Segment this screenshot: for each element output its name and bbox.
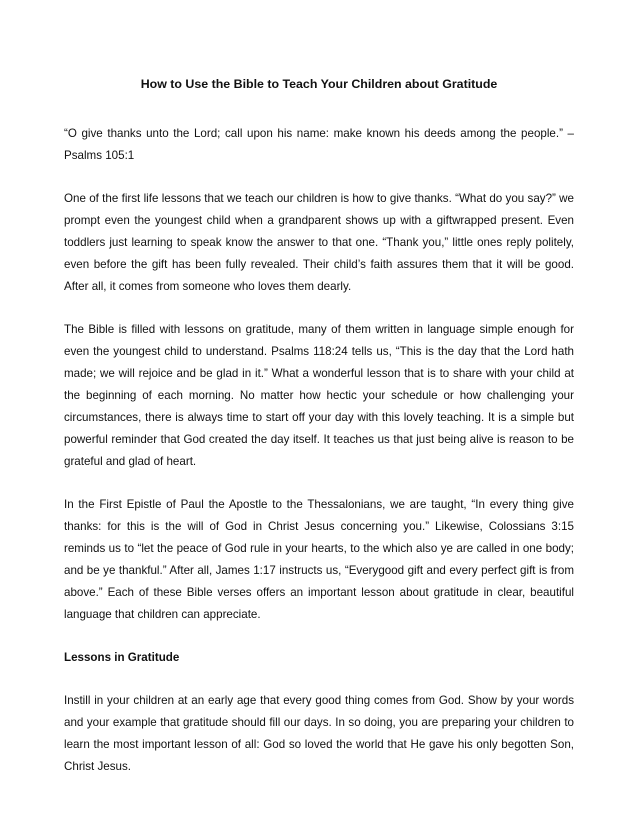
paragraph-1: One of the first life lessons that we teach our children is how to give thanks. “What do you say?” we prompt even the youngest child when a grandparent shows up with a giftwrapped present. Even toddlers just learning to speak know the answer to that one. “Thank you,” little ones reply politely, even before the gift has been fully revealed. Their child’s faith assures them that it will be good. After all, it comes from someone who loves them dearly. (64, 192, 574, 293)
paragraph-2: The Bible is filled with lessons on gratitude, many of them written in language simple enough for even the youngest child to understand. Psalms 118:24 tells us, “This is the day that the Lord hath made; we will rejoice and be glad in it.” What a wonderful lesson that is to share with your child at the beginning of each morning. No matter how hectic your schedule or how challenging your circumstances, there is always time to start off your day with this lovely teaching. It is a simple but powerful reminder that God created the day itself. It teaches us that just being alive is reason to be grateful and glad of heart. (64, 323, 574, 468)
document-title: How to Use the Bible to Teach Your Children about Gratitude (140, 77, 498, 91)
document-body (64, 76, 574, 799)
epigraph-quote: “O give thanks unto the Lord; call upon his name: make known his deeds among the people.” – Psalms 105:1 (64, 127, 574, 162)
section-paragraph: Instill in your children at an early age that every good thing comes from God. Show by your words and your example that gratitude should fill our days. In so doing, you are preparing your children to learn the most important lesson of all: God so loved the world that He gave his only begotten Son, Christ Jesus. (64, 694, 574, 773)
paragraph-3: In the First Epistle of Paul the Apostle to the Thessalonians, we are taught, “In every thing give thanks: for this is the will of God in Christ Jesus concerning you.” Likewise, Colossians 3:15 reminds us to “let the peace of God rule in your hearts, to the which also ye are called in one body; and be ye thankful.” After all, James 1:17 instructs us, “Everygood gift and every perfect gift is from above.” Each of these Bible verses offers an important lesson about gratitude in clear, beautiful language that children can appreciate. (64, 498, 574, 621)
section-heading: Lessons in Gratitude (64, 651, 180, 664)
